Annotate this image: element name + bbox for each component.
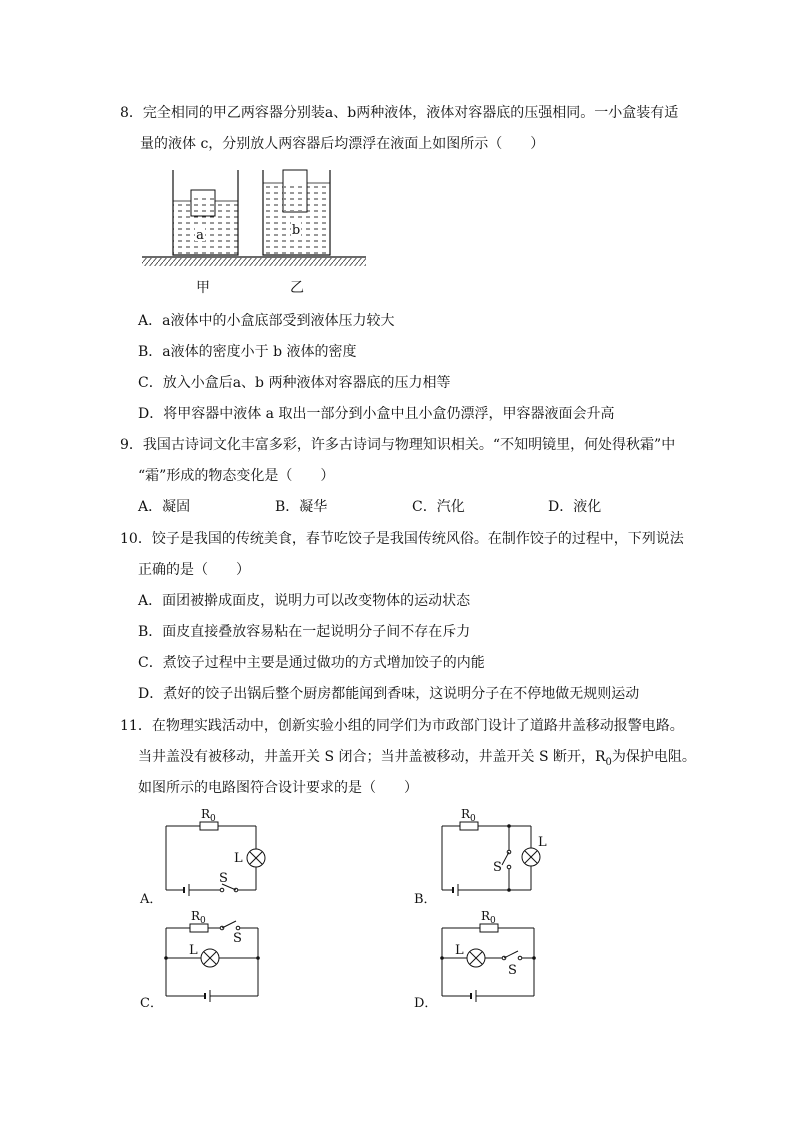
q8-stem-line1: 8．完全相同的甲乙两容器分别装a、b两种液体，液体对容器底的压强相同。一小盒装有适 — [120, 105, 679, 121]
q10-stem-line1: 10．饺子是我国的传统美食，春节吃饺子是我国传统风俗。在制作饺子的过程中，下列说法 — [120, 531, 684, 547]
q11-stem-line3: 如图所示的电路图符合设计要求的是（ ） — [138, 780, 418, 796]
switch-label: S — [233, 931, 242, 946]
resistor-label: $R_0$ — [481, 909, 496, 926]
lamp-label: L — [538, 835, 547, 850]
q8-stem-line2: 量的液体 c，分别放人两容器后均漂浮在液面上如图所示（ ） — [140, 136, 545, 152]
container-jia — [173, 170, 238, 255]
label-jia: 甲 — [196, 280, 210, 296]
q8-option-c: C．放入小盒后a、b 两种液体对容器底的压力相等 — [138, 375, 451, 391]
q10-option-b: B．面皮直接叠放容易粘在一起说明分子间不存在斥力 — [138, 624, 471, 640]
q8-option-a: A．a液体中的小盒底部受到液体压力较大 — [138, 313, 395, 329]
q8-containers-figure — [138, 166, 370, 296]
lamp-label: L — [234, 851, 243, 866]
circuit-b — [410, 804, 560, 904]
liquid-a-label: a — [196, 228, 204, 243]
q9-option-d: D．液化 — [548, 499, 602, 515]
option-a-label: A． — [140, 892, 163, 904]
q11-stem-line1: 11．在物理实践活动中，创新实验小组的同学们为市政部门设计了道路井盖移动报警电路。 — [120, 718, 684, 734]
resistor-label: $R_0$ — [461, 807, 476, 824]
label-yi: 乙 — [290, 280, 304, 296]
option-c-label: C． — [140, 996, 163, 1008]
lamp-label: L — [455, 943, 464, 958]
q9-option-c: C．汽化 — [412, 499, 465, 515]
q9-option-a: A．凝固 — [138, 499, 191, 515]
q11-stem-line2: 当井盖没有被移动，井盖开关 S 闭合；当井盖被移动，井盖开关 S 断开，$R_0$为保护电阻。 — [138, 749, 696, 768]
switch-label: S — [493, 860, 502, 875]
lamp-label: L — [189, 943, 198, 958]
q9-stem-line1: 9．我国古诗词文化丰富多彩，许多古诗词与物理知识相关。“不知明镜里，何处得秋霜”中 — [120, 437, 676, 453]
q9-stem-line2: “霜”形成的物态变化是（ ） — [138, 468, 335, 484]
container-yi — [263, 170, 330, 255]
option-d-label: D． — [414, 996, 438, 1008]
q8-option-b: B．a液体的密度小于 b 液体的密度 — [138, 344, 357, 360]
resistor-label: $R_0$ — [191, 909, 206, 926]
switch-label: S — [508, 963, 517, 978]
q10-stem-line2: 正确的是（ ） — [138, 562, 250, 578]
resistor-label: $R_0$ — [201, 807, 216, 824]
circuit-a — [136, 804, 276, 904]
q8-option-d: D．将甲容器中液体 a 取出一部分到小盒中且小盒仍漂浮，甲容器液面会升高 — [138, 406, 615, 422]
q10-option-d: D．煮好的饺子出锅后整个厨房都能闻到香味，这说明分子在不停地做无规则运动 — [138, 686, 640, 702]
q10-option-c: C．煮饺子过程中主要是通过做功的方式增加饺子的内能 — [138, 655, 485, 671]
circuit-c — [136, 904, 276, 1008]
q10-option-a: A．面团被擀成面皮，说明力可以改变物体的运动状态 — [138, 593, 471, 609]
q9-option-b: B．凝华 — [275, 499, 328, 515]
liquid-b-label: b — [291, 223, 301, 238]
circuit-d — [410, 904, 560, 1008]
option-b-label: B． — [414, 892, 437, 904]
switch-label: S — [219, 871, 228, 886]
